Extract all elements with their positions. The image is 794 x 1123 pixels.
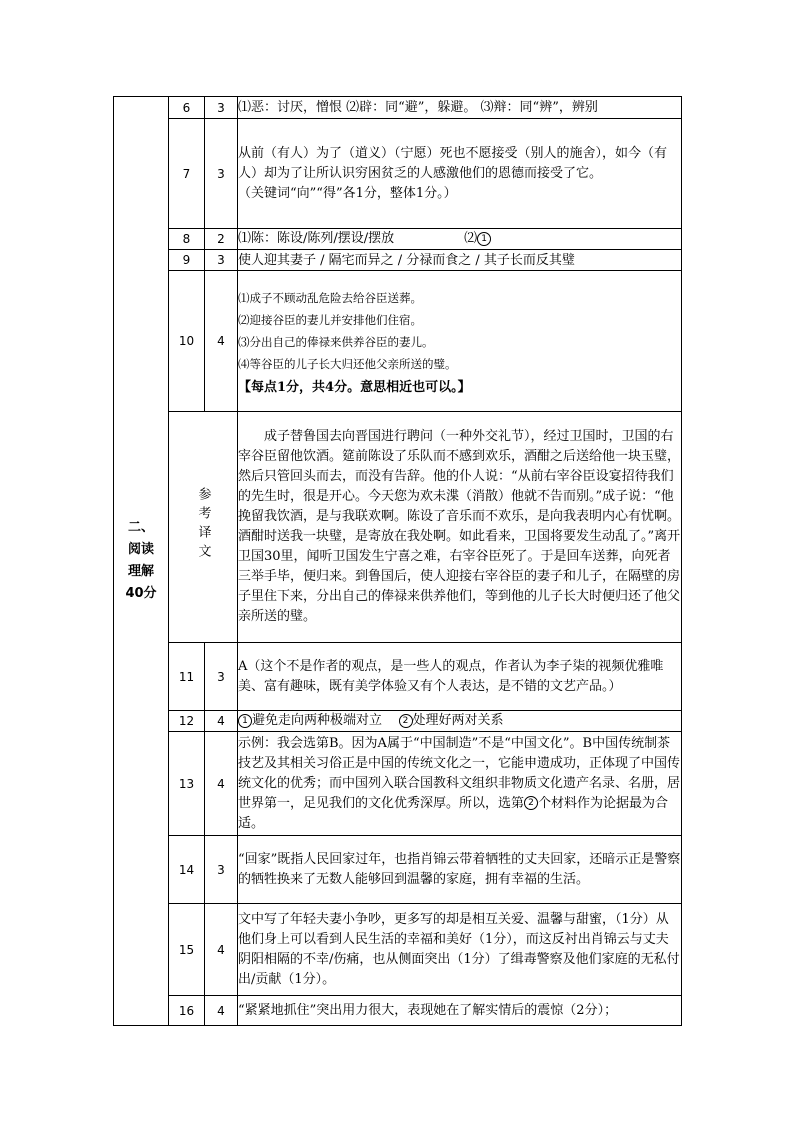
score: 4 xyxy=(205,732,238,836)
question-number: 12 xyxy=(169,711,205,732)
row-q14 xyxy=(114,836,682,904)
answer-q8 xyxy=(238,229,682,250)
translation-text: 成子替鲁国去向晋国进行聘问（一种外交礼节），经过卫国时，卫国的右宰谷臣留他饮酒。筵前陈设了乐队而不感到欢乐，酒酣之后送给他一块玉璧，然后只管回头而去，而没有告辞。他的仆人说：“从前右宰谷臣设宴招待我们的先生时，很是开心。今天您为欢未渫（消散）他就不告而别。”成子说：“他挽留我饮酒，是与我联欢啊。陈设了音乐而不欢乐，是向我表明内心有忧啊。酒酣时送我一块璧，是寄放在我处啊。如此看来，卫国将要发生动乱了。”离开卫国30里，闻听卫国发生宁喜之难，右宰谷臣死了。于是回车送葬，向死者三举手毕，便归来。到鲁国后，使人迎接右宰谷臣的妻子和儿子，在隔壁的房子里住下来，分出自己的俸禄来供养他们，等到他的儿子长大时便归还了他父亲所送的璧。 xyxy=(238,429,681,624)
question-number: 9 xyxy=(169,250,205,271)
row-q10 xyxy=(114,271,682,412)
reference-label: 参考译文 xyxy=(195,487,211,563)
question-number: 13 xyxy=(169,732,205,836)
answer-q16: “紧紧地抓住”突出用力很大，表现她在了解实情后的震惊（2分）； xyxy=(238,996,682,1026)
answer-q10 xyxy=(238,271,682,412)
answer-point: 处理好两对关系 xyxy=(412,713,504,728)
question-number: 7 xyxy=(169,119,205,229)
answer-q11: A（这个不是作者的观点，是一些人的观点，作者认为李子柒的视频优雅唯美、富有趣味，既有美学体验又有个人表达，是不错的文艺产品。） xyxy=(238,643,682,711)
score: 4 xyxy=(205,271,238,412)
question-number: 14 xyxy=(169,836,205,904)
answer-q15: 文中写了年轻夫妻小争吵，更多写的却是相互关爱、温馨与甜蜜，（1分）从他们身上可以看到人民生活的幸福和美好（1分），而这反衬出肖锦云与丈夫阴阳相隔的不幸/伤痛，也从侧面突出（1分）了缉毒警察及他们家庭的无私付出/贡献（1分）。 xyxy=(238,904,682,996)
answer-text: 示例：我会选第B。因为A属于“中国制造”不是“中国文化”。B中国传统制茶技艺及其相关习俗正是中国的传统文化之一，它能申遗成功，正体现了中国传统文化的优秀；而中国列入联合国教科文组织非物质文化遗产名录、名册，居世界第一，足见我们的文化优秀深厚。所以，选第 xyxy=(238,735,681,811)
section-label: 二、 阅读 理解 40分 xyxy=(114,97,169,1026)
score: 3 xyxy=(205,119,238,229)
scoring-note: 【每点1分，共4分。意思相近也可以。】 xyxy=(238,380,471,395)
row-q11 xyxy=(114,643,682,711)
answer-line: ⑶分出自己的俸禄来供养谷臣的妻儿。 xyxy=(238,335,434,349)
row-q8 xyxy=(114,229,682,250)
answer-table xyxy=(113,96,682,1026)
row-q6 xyxy=(114,97,682,119)
circled-number: 2 xyxy=(524,796,538,810)
row-q16 xyxy=(114,996,682,1026)
row-q13 xyxy=(114,732,682,836)
answer-point: 避免走向两种极端对立 xyxy=(252,713,383,728)
score: 3 xyxy=(205,836,238,904)
answer-line: ⑴成子不顾动乱危险去给谷臣送葬。 xyxy=(238,291,422,305)
answer-line: ⑷等谷臣的儿子长大归还他父亲所送的璧。 xyxy=(238,357,457,371)
score: 3 xyxy=(205,643,238,711)
question-number: 10 xyxy=(169,271,205,412)
reference-translation xyxy=(238,412,682,643)
answer-q9: 使人迎其妻子 / 隔宅而异之 / 分禄而食之 / 其子长而反其璧 xyxy=(238,250,682,271)
score: 3 xyxy=(205,97,238,119)
row-q12 xyxy=(114,711,682,732)
reference-label-cell xyxy=(169,412,238,643)
row-reference-translation xyxy=(114,412,682,643)
question-number: 16 xyxy=(169,996,205,1026)
question-number: 11 xyxy=(169,643,205,711)
answer-line: ⑵迎接谷臣的妻儿并安排他们住宿。 xyxy=(238,313,422,327)
answer-text: ⑴陈：陈设/陈列/摆设/摆放 xyxy=(238,231,395,246)
answer-text-2: ⑵ xyxy=(464,231,478,246)
answer-text-end: 个材料作为论据最为合适。 xyxy=(238,795,669,831)
circled-number: 2 xyxy=(399,714,413,728)
answer-text: 从前（有人）为了（道义）（宁愿）死也不愿接受（别人的施舍），如今（有人）却为了让所认识穷困贫乏的人感激他们的恩德而接受了它。 xyxy=(238,145,668,181)
answer-q7 xyxy=(238,119,682,229)
score: 2 xyxy=(205,229,238,250)
answer-q12 xyxy=(238,711,682,732)
question-number: 8 xyxy=(169,229,205,250)
score: 3 xyxy=(205,250,238,271)
question-number: 6 xyxy=(169,97,205,119)
question-number: 15 xyxy=(169,904,205,996)
answer-q14: “回家”既指人民回家过年，也指肖锦云带着牺牲的丈夫回家，还暗示正是警察的牺牲换来了无数人能够回到温馨的家庭，拥有幸福的生活。 xyxy=(238,836,682,904)
score: 4 xyxy=(205,711,238,732)
circled-number: 1 xyxy=(238,714,252,728)
scoring-note: （关键词“向”“得”各1分，整体1分。） xyxy=(238,185,457,201)
answer-q13 xyxy=(238,732,682,836)
score: 4 xyxy=(205,904,238,996)
answer-q6: ⑴恶：讨厌，憎恨 ⑵辟：同“避”，躲避。 ⑶辩：同“辨”，辨别 xyxy=(238,97,682,119)
row-q15 xyxy=(114,904,682,996)
circled-number: 1 xyxy=(477,232,491,246)
row-q7 xyxy=(114,119,682,229)
row-q9 xyxy=(114,250,682,271)
score: 4 xyxy=(205,996,238,1026)
